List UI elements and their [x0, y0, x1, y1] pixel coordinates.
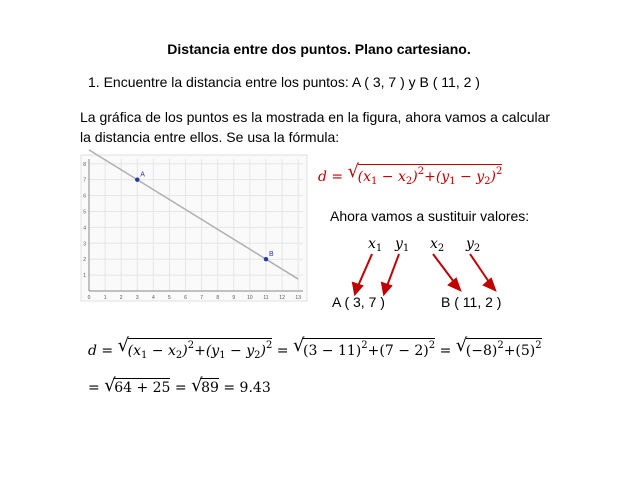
var-y2: $y_2$	[466, 236, 481, 254]
point-b-text: B ( 11, 2 )	[441, 294, 502, 310]
paragraph-line-1: La gráfica de los puntos es la mostrada en la figura, ahora vamos a calcular	[80, 109, 551, 125]
y-tick-label: 7	[83, 177, 86, 184]
calc2-a: 64 + 25	[114, 380, 171, 396]
substitute-text: Ahora vamos a sustituir valores:	[330, 208, 530, 224]
arrow-y2-head	[484, 279, 495, 290]
y-tick-label: 8	[83, 161, 86, 168]
calc-line-2	[88, 375, 271, 396]
f-t1bsub: 2	[405, 176, 413, 187]
c-t2b: − y	[225, 343, 255, 359]
c-v1: (−8)	[465, 343, 498, 359]
x-tick-label: 5	[168, 295, 171, 301]
point-a-text: A ( 3, 7 )	[332, 294, 385, 310]
point-b	[264, 257, 268, 261]
formula-lhs: d =	[318, 169, 344, 185]
point-a	[135, 177, 139, 181]
page-title: Distancia entre dos puntos. Plano cartesiano.	[167, 41, 471, 57]
y-tick-label: 6	[83, 193, 86, 200]
c-u2: +(7 − 2)	[367, 343, 429, 359]
x-tick-label: 9	[232, 295, 236, 301]
y-tick-label: 3	[83, 241, 86, 248]
c-t2bsub: 2	[254, 350, 261, 361]
f-t1: (x	[357, 169, 371, 185]
c-u1: (3 − 11)	[302, 343, 362, 359]
c-t1bsub: 2	[175, 350, 183, 361]
calc2-eq: =	[88, 380, 105, 396]
var-x1: $x_1$	[368, 236, 383, 254]
c-t2sup: 2	[265, 340, 273, 351]
f-t2b: − y	[455, 169, 485, 185]
c-v2: +(5)	[503, 343, 536, 359]
graph-frame	[81, 155, 307, 301]
paragraph-line-2: la distancia entre ellos. Se usa la fórmula:	[80, 129, 340, 145]
x-tick-label: 11	[263, 295, 269, 301]
formula-sqrt: √ $(x_1 - x_2)^2+(y_1 - y_2)^2$	[347, 161, 503, 187]
x-tick-label: 2	[119, 295, 123, 301]
arrow-y2	[470, 254, 489, 282]
c-t2c: )	[260, 343, 266, 359]
calc-line-1	[88, 335, 542, 361]
x-tick-label: 13	[295, 295, 301, 301]
var-y1: $y_1$	[395, 236, 410, 254]
f-t2sup: 2	[495, 166, 503, 177]
substitution-arrows	[353, 254, 495, 294]
calc2-sqrt-2: √ 89	[191, 375, 219, 396]
arrow-x2-head	[449, 279, 460, 290]
f-t1sup: 2	[417, 166, 425, 177]
c-t1c: )	[182, 343, 188, 359]
c-t2: +(y	[194, 343, 220, 359]
f-t1b: − x	[377, 169, 406, 185]
x-tick-label: 10	[247, 295, 253, 301]
point-label-a: A	[140, 171, 145, 179]
f-t1c: )	[412, 169, 418, 185]
y-tick-label: 4	[83, 225, 86, 232]
distance-formula	[318, 161, 503, 187]
c-t1sub: 1	[140, 350, 148, 361]
f-t2c: )	[490, 169, 496, 185]
calc1-eq3: =	[435, 343, 456, 359]
y-tick-label: 1	[83, 273, 86, 280]
var-x2: $x_2$	[430, 236, 445, 254]
calc2-eq2: =	[170, 380, 192, 396]
c-v1sup: 2	[497, 340, 504, 351]
f-t1sub: 1	[370, 176, 378, 187]
point-label-b: B	[268, 251, 274, 259]
calc2-sqrt-1: √ 64 + 25	[104, 375, 171, 396]
x-tick-label: 0	[87, 295, 91, 301]
c-u2sup: 2	[428, 340, 436, 351]
question-text: 1. Encuentre la distancia entre los puntos: A ( 3, 7 ) y B ( 11, 2 )	[88, 74, 480, 90]
f-t2bsub: 2	[484, 176, 491, 187]
calc1-sqrt-3: √ $(-8)^2+(5)^2$	[455, 335, 542, 359]
c-u1sup: 2	[361, 340, 368, 351]
arrow-y1	[387, 254, 399, 286]
arrow-y1-head	[382, 283, 391, 294]
arrow-x2	[433, 254, 454, 282]
calc1-eq2: =	[272, 343, 293, 359]
y-tick-label: 2	[83, 257, 86, 264]
x-tick-label: 7	[200, 295, 204, 301]
arrow-x1	[358, 254, 372, 286]
c-t1: (x	[127, 343, 141, 359]
calc1-sqrt-2: √ $(3 - 11)^2+(7 - 2)^2$	[292, 335, 436, 359]
c-t1b: − x	[147, 343, 176, 359]
y-tick-label: 5	[83, 209, 86, 216]
arrow-x1-head	[353, 283, 362, 294]
calc2-b: 89	[201, 380, 219, 396]
x-tick-label: 8	[216, 295, 220, 301]
x-tick-label: 3	[135, 295, 139, 301]
c-t2sub: 1	[219, 350, 226, 361]
calc2-result: = 9.43	[218, 380, 271, 396]
x-tick-label: 1	[103, 295, 107, 301]
f-t2sub: 1	[449, 176, 456, 187]
f-t2: +(y	[424, 169, 450, 185]
c-t1sup: 2	[187, 340, 195, 351]
calc1-lhs: d =	[88, 343, 114, 359]
c-v2sup: 2	[535, 340, 542, 351]
x-tick-label: 12	[279, 295, 285, 301]
x-tick-label: 4	[151, 295, 155, 301]
calc1-sqrt-1: √ $(x_1 - x_2)^2+(y_1 - y_2)^2$	[117, 335, 273, 361]
x-tick-label: 6	[184, 295, 187, 301]
